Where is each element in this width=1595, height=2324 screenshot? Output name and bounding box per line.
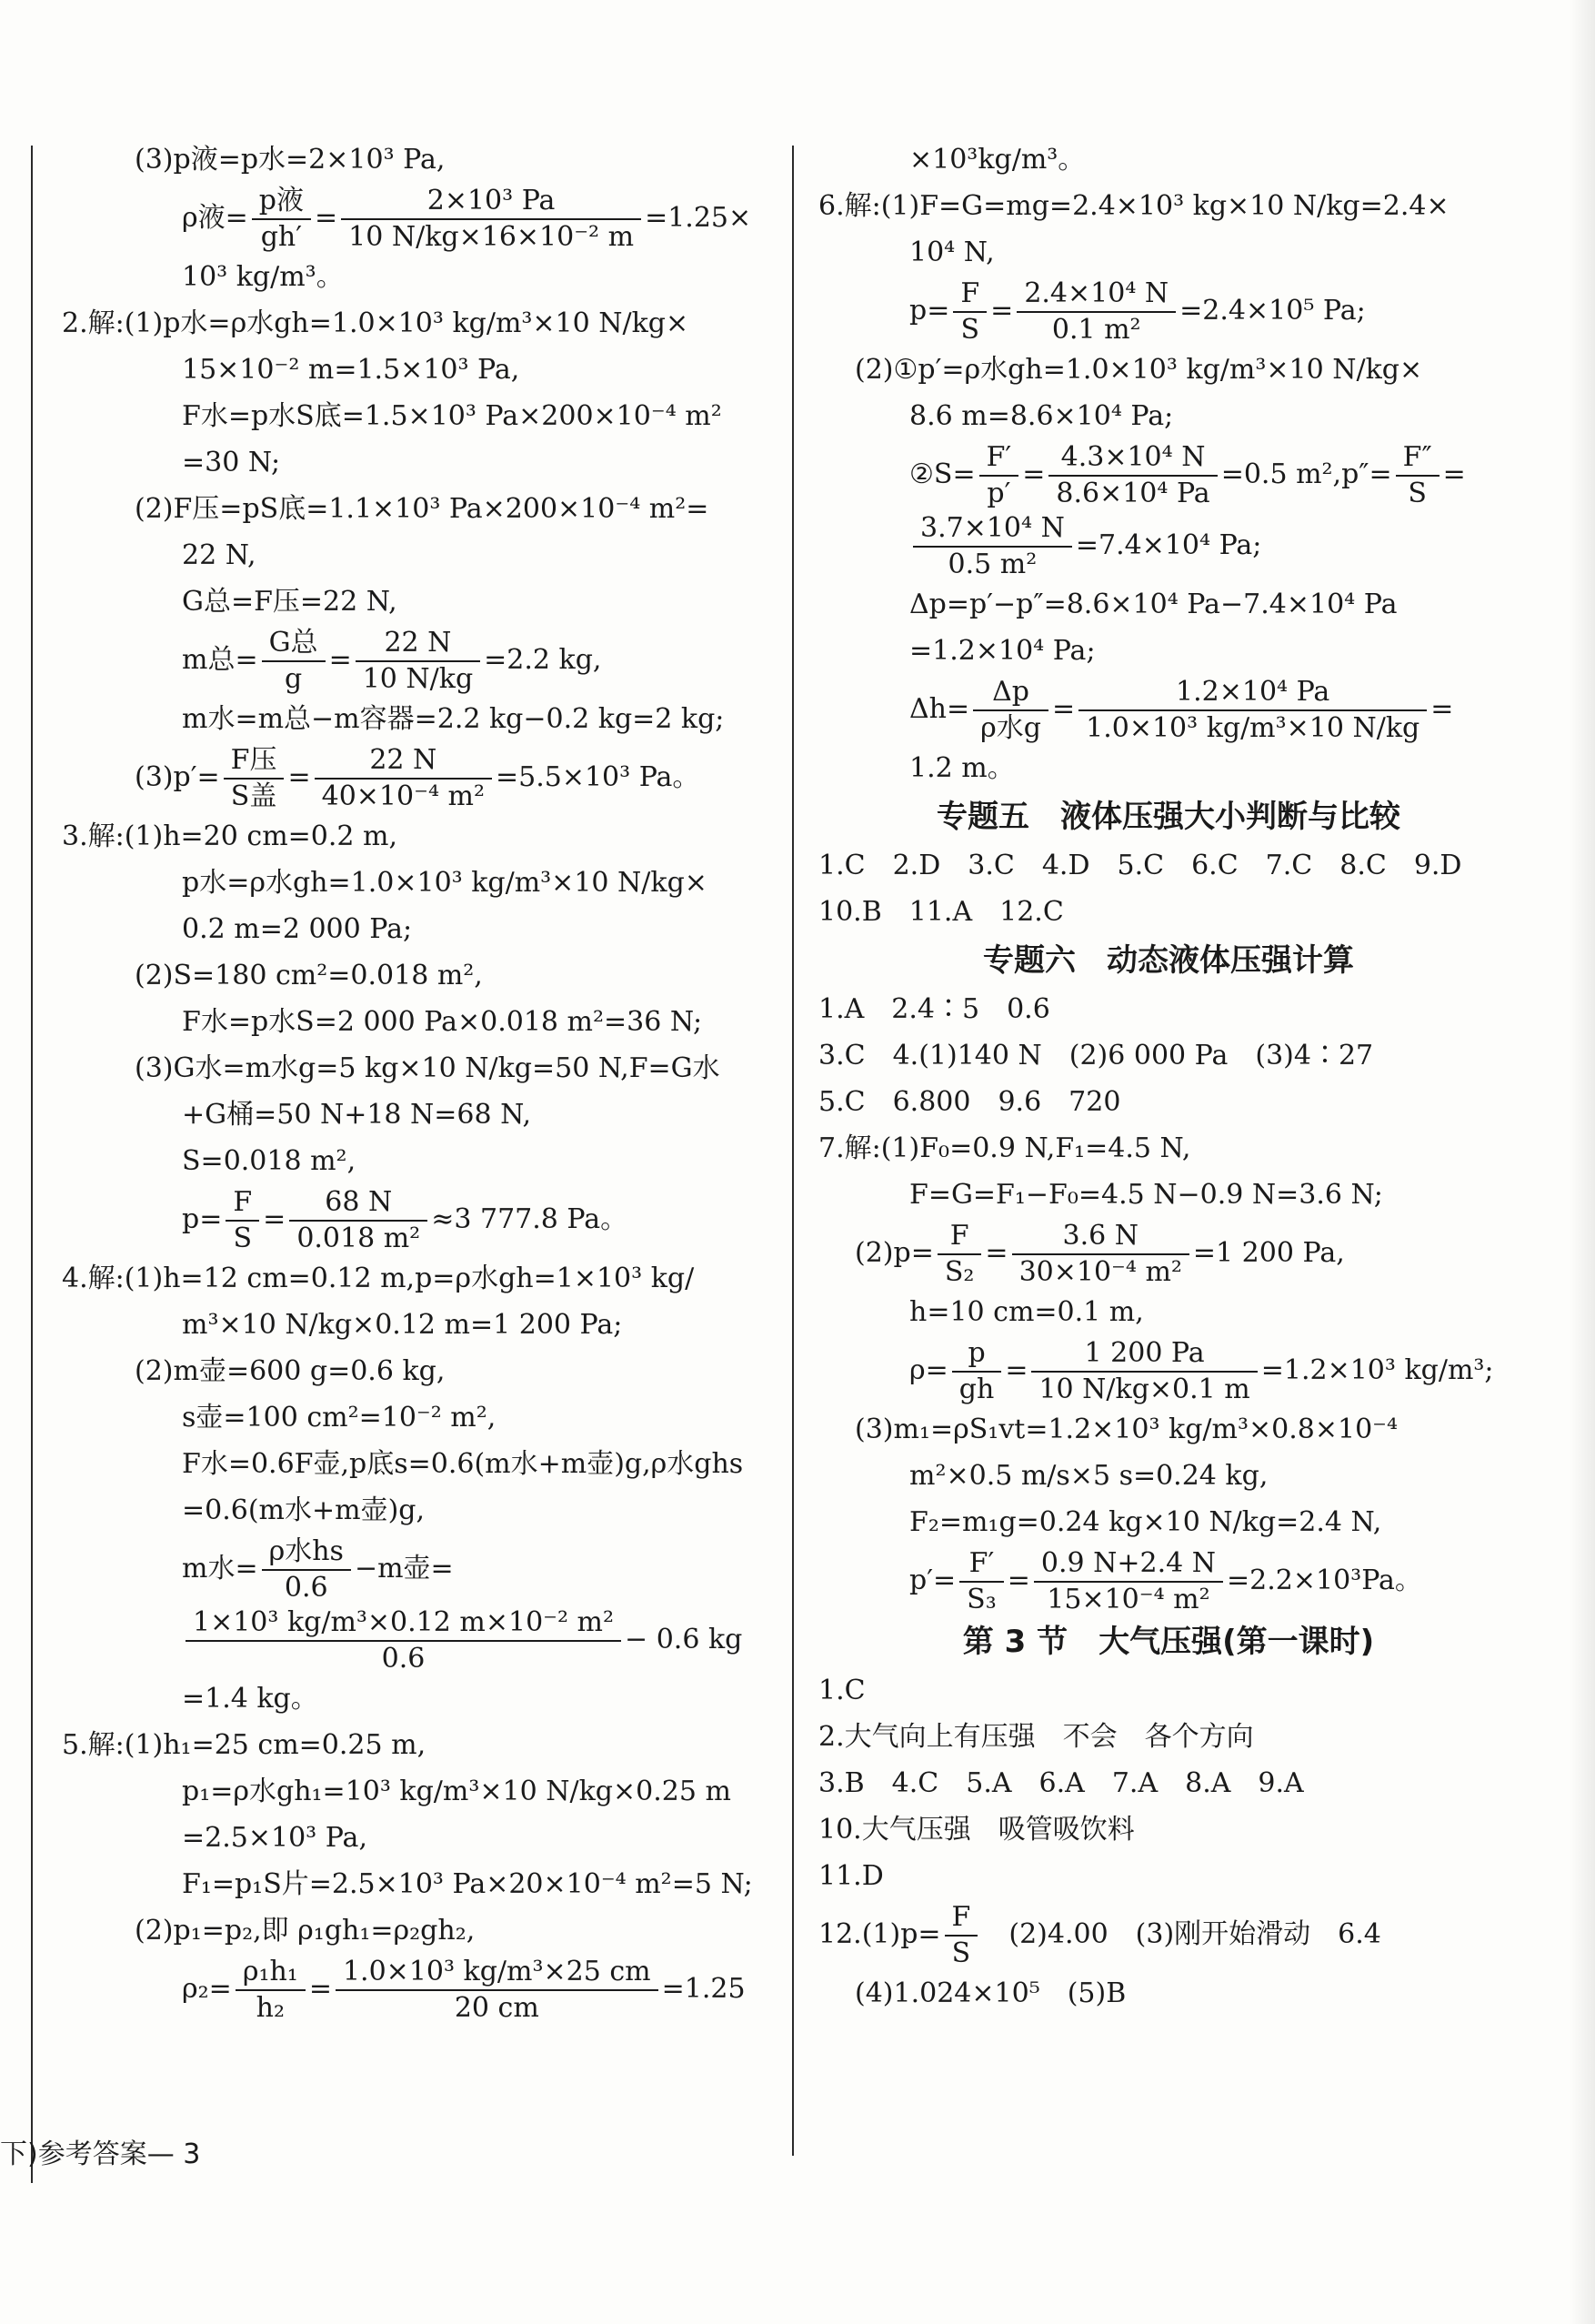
- answer-line: ×10³kg/m³。: [909, 144, 1086, 176]
- answer-line: 22 N,: [182, 539, 256, 571]
- fraction: $\frac{\text{2.4×10⁴ N}}{\text{0.1 m²}}$: [1017, 277, 1176, 347]
- answer-line: m水=m总−m容器=2.2 kg−0.2 kg=2 kg;: [182, 703, 725, 735]
- question-5: 5.解:(1)h₁=25 cm=0.25 m,: [62, 1729, 426, 1761]
- fraction: $\frac{\Delta p}{\text{ρ水g}}$: [973, 675, 1048, 746]
- answer-line: F₂=m₁g=0.24 kg×10 N/kg=2.4 N,: [909, 1506, 1382, 1538]
- answer-line: +G桶=50 N+18 N=68 N,: [182, 1099, 532, 1131]
- fraction: $\frac{\text{3.7×10⁴ N}}{\text{0.5 m²}}$: [913, 511, 1072, 582]
- formula-line: $\frac{\text{1×10³ kg/m³×0.12 m×10⁻² m²}}{0.6}$ − 0.6 kg: [62, 1605, 780, 1675]
- answer-line: (4)1.024×10⁵ (5)B: [855, 1977, 1127, 2009]
- fraction: $\frac{3.6 N}{\text{30×10⁻⁴ m²}}$: [1012, 1219, 1189, 1290]
- page-shadow: [1570, 0, 1595, 2324]
- answer-line: 10⁴ N,: [909, 236, 995, 268]
- fraction: $\frac{\text{p液}}{gh'}$: [252, 184, 311, 255]
- fraction: $\frac{\text{2×10³ Pa}}{\text{10 N/kg×16×10⁻² m}}$: [341, 184, 641, 255]
- answer-line: =1.4 kg。: [182, 1683, 318, 1715]
- fraction: $\frac{1 200 Pa}{10 N/kg\times 0.1 m}$: [1031, 1336, 1257, 1407]
- fraction: $\frac{0.9 N+2.4 N}{\text{15×10⁻⁴ m²}}$: [1034, 1546, 1223, 1617]
- fraction: $\frac{F'}{p'}$: [979, 440, 1019, 511]
- answer-line: 10.大气压强 吸管吸饮料: [818, 1814, 1135, 1846]
- fraction: $\frac{\text{ρ₁h₁}}{\text{h₂}}$: [236, 1955, 306, 2026]
- answer-line: F水=p水S=2 000 Pa×0.018 m²=36 N;: [182, 1006, 703, 1038]
- fraction: $\frac{22 N}{10 N/kg}$: [356, 626, 480, 697]
- formula-line: m总= $\frac{\text{G总}}{g}$ = $\frac{22 N}{10 N/kg}$ =2.2 kg,: [182, 627, 602, 695]
- question-4: 4.解:(1)h=12 cm=0.12 m,p=ρ水gh=1×10³ kg/: [62, 1263, 695, 1294]
- question-7: 7.解:(1)F₀=0.9 N,F₁=4.5 N,: [818, 1132, 1191, 1164]
- fraction: $\frac{p}{gh}$: [952, 1336, 1002, 1407]
- answer-line: 3.C 4.(1)140 N (2)6 000 Pa (3)4∶27: [818, 1040, 1374, 1071]
- fraction: $\frac{F'}{\text{S₃}}$: [959, 1546, 1004, 1617]
- answer-line: S=0.018 m²,: [182, 1145, 356, 1177]
- answer-line: (2)①p′=ρ水gh=1.0×10³ kg/m³×10 N/kg×: [855, 354, 1423, 386]
- answer-line: m³×10 N/kg×0.12 m=1 200 Pa;: [182, 1309, 623, 1341]
- answer-line: h=10 cm=0.1 m,: [909, 1296, 1144, 1328]
- question-2: 2.解:(1)p水=ρ水gh=1.0×10³ kg/m³×10 N/kg×: [62, 307, 689, 339]
- section-heading-6: 专题六 动态液体压强计算: [983, 942, 1354, 979]
- formula-line: Δh= $\frac{\Delta p}{\text{ρ水g}}$ = $\frac{\text{1.2×10⁴ Pa}}{\text{1.0×10³ kg/m³×10 N/kg}}$ =: [909, 676, 1454, 744]
- formula-line: ρ₂= $\frac{\text{ρ₁h₁}}{\text{h₂}}$ = $\frac{\text{1.0×10³ kg/m³×25 cm}}{20 cm}$ =1.25: [182, 1956, 746, 2024]
- formula-line: ρ= $\frac{p}{gh}$ = $\frac{1 200 Pa}{10 N/kg\times 0.1 m}$ =1.2×10³ kg/m³;: [909, 1337, 1494, 1405]
- answer-line: m²×0.5 m/s×5 s=0.24 kg,: [909, 1460, 1269, 1492]
- fraction: $\frac{F}{S}$: [945, 1900, 978, 1971]
- answer-line: 8.6 m=8.6×10⁴ Pa;: [909, 400, 1174, 432]
- right-column: [818, 136, 1519, 2017]
- answer-line: 1.C 2.D 3.C 4.D 5.C 6.C 7.C 8.C 9.D: [818, 850, 1462, 881]
- fraction: $\frac{F''}{S}$: [1396, 440, 1440, 511]
- answer-line: 10.B 11.A 12.C: [818, 896, 1064, 928]
- answer-line: Δp=p′−p″=8.6×10⁴ Pa−7.4×10⁴ Pa: [909, 589, 1398, 620]
- answer-line: (2)p₁=p₂,即 ρ₁gh₁=ρ₂gh₂,: [135, 1915, 476, 1947]
- page-footer: 下)参考答案— 3: [0, 2138, 201, 2170]
- fraction: $\frac{\text{1.2×10⁴ Pa}}{\text{1.0×10³ kg/m³×10 N/kg}}$: [1078, 675, 1427, 746]
- answer-line: F=G=F₁−F₀=4.5 N−0.9 N=3.6 N;: [909, 1179, 1383, 1211]
- answer-line: p水=ρ水gh=1.0×10³ kg/m³×10 N/kg×: [182, 867, 707, 899]
- answer-line: (3)G水=m水g=5 kg×10 N/kg=50 N,F=G水: [135, 1052, 720, 1084]
- fraction: $\frac{\text{F压}}{\text{S盖}}$: [224, 743, 285, 814]
- answer-line: F水=0.6F壶,p底s=0.6(m水+m壶)g,ρ水ghs: [182, 1448, 744, 1480]
- formula-line: 12.(1)p= $\frac{F}{S}$ (2)4.00 (3)刚开始滑动 6.4: [818, 1901, 1381, 1969]
- answer-line: 1.2 m。: [909, 752, 1015, 784]
- left-column: [62, 136, 780, 2025]
- fraction: $\frac{\text{G总}}{g}$: [262, 626, 326, 697]
- answer-line: 3.B 4.C 5.A 6.A 7.A 8.A 9.A: [818, 1767, 1304, 1799]
- answer-line: 5.C 6.800 9.6 720: [818, 1086, 1121, 1118]
- answer-line: F水=p水S底=1.5×10³ Pa×200×10⁻⁴ m²: [182, 400, 722, 432]
- fraction: $\frac{F}{S}$: [226, 1185, 259, 1256]
- answer-line: =0.6(m水+m壶)g,: [182, 1494, 426, 1526]
- answer-line: (3)m₁=ρS₁vt=1.2×10³ kg/m³×0.8×10⁻⁴: [855, 1414, 1399, 1445]
- answer-line: 1.A 2.4∶5 0.6: [818, 993, 1050, 1025]
- formula-line: p′= $\frac{F'}{\text{S₃}}$ = $\frac{0.9 N+2.4 N}{\text{15×10⁻⁴ m²}}$ =2.2×10³Pa。: [909, 1547, 1422, 1615]
- formula-line: $\frac{\text{3.7×10⁴ N}}{\text{0.5 m²}}$ =7.4×10⁴ Pa;: [818, 510, 1519, 581]
- formula-line: (3)p′= $\frac{\text{F压}}{\text{S盖}}$ = $\frac{22 N}{\text{40×10⁻⁴ m²}}$ =5.5×10³ Pa。: [135, 744, 700, 812]
- answer-line: 15×10⁻² m=1.5×10³ Pa,: [182, 354, 520, 386]
- answer-line: 11.D: [818, 1860, 884, 1892]
- formula-line: (2)p= $\frac{F}{\text{S₂}}$ = $\frac{3.6 N}{\text{30×10⁻⁴ m²}}$ =1 200 Pa,: [855, 1220, 1345, 1288]
- fraction: $\frac{\text{1×10³ kg/m³×0.12 m×10⁻² m²}}{0.6}$: [186, 1605, 621, 1676]
- question-6: 6.解:(1)F=G=mg=2.4×10³ kg×10 N/kg=2.4×: [818, 190, 1450, 222]
- formula-line: ②S= $\frac{F'}{p'}$ = $\frac{\text{4.3×10⁴ N}}{\text{8.6×10⁴ Pa}}$ =0.5 m²,p″= $\frac{F''}{S}$ =: [909, 441, 1466, 509]
- fraction: $\frac{\text{ρ水hs}}{0.6}$: [262, 1534, 351, 1605]
- formula-line: ρ液= $\frac{\text{p液}}{gh'}$ = $\frac{\text{2×10³ Pa}}{\text{10 N/kg×16×10⁻² m}}$ =1.25×: [182, 185, 752, 253]
- answer-line: 1.C: [818, 1675, 866, 1706]
- question-3: 3.解:(1)h=20 cm=0.2 m,: [62, 820, 398, 852]
- answer-line: (2)F压=pS底=1.1×10³ Pa×200×10⁻⁴ m²=: [135, 493, 709, 525]
- answer-line: =1.2×10⁴ Pa;: [909, 635, 1096, 667]
- formula-line: p= $\frac{F}{S}$ = $\frac{\text{2.4×10⁴ N}}{\text{0.1 m²}}$ =2.4×10⁵ Pa;: [909, 277, 1366, 346]
- answer-line: =30 N;: [182, 447, 281, 478]
- fraction: $\frac{\text{1.0×10³ kg/m³×25 cm}}{20 cm}$: [336, 1955, 658, 2026]
- answer-line: p₁=ρ水gh₁=10³ kg/m³×10 N/kg×0.25 m: [182, 1776, 731, 1807]
- answer-line: 10³ kg/m³。: [182, 261, 344, 293]
- answer-line: F₁=p₁S片=2.5×10³ Pa×20×10⁻⁴ m²=5 N;: [182, 1868, 753, 1900]
- fraction: $\frac{22 N}{\text{40×10⁻⁴ m²}}$: [315, 743, 492, 814]
- formula-line: m水= $\frac{\text{ρ水hs}}{0.6}$ −m壶=: [182, 1535, 454, 1604]
- fraction: $\frac{68 N}{\text{0.018 m²}}$: [289, 1185, 427, 1256]
- answer-line: (2)S=180 cm²=0.018 m²,: [135, 960, 483, 991]
- answer-line: 0.2 m=2 000 Pa;: [182, 913, 413, 945]
- section-heading-3: 第 3 节 大气压强(第一课时): [962, 1624, 1375, 1660]
- fraction: $\frac{F}{S}$: [953, 277, 987, 347]
- column-divider: [792, 146, 794, 2156]
- page-edge-line: [31, 146, 33, 2183]
- answer-line: =2.5×10³ Pa,: [182, 1822, 367, 1854]
- fraction: $\frac{\text{4.3×10⁴ N}}{\text{8.6×10⁴ Pa}}$: [1048, 440, 1217, 511]
- answer-line: (2)m壶=600 g=0.6 kg,: [135, 1355, 446, 1387]
- answer-line: 2.大气向上有压强 不会 各个方向: [818, 1721, 1254, 1753]
- answer-line: s壶=100 cm²=10⁻² m²,: [182, 1402, 497, 1434]
- answer-line: G总=F压=22 N,: [182, 586, 397, 618]
- answer-line: (3)p液=p水=2×10³ Pa,: [135, 144, 446, 176]
- formula-line: p= $\frac{F}{S}$ = $\frac{68 N}{\text{0.018 m²}}$ ≈3 777.8 Pa。: [182, 1186, 628, 1254]
- fraction: $\frac{F}{\text{S₂}}$: [938, 1219, 982, 1290]
- section-heading-5: 专题五 液体压强大小判断与比较: [937, 799, 1400, 835]
